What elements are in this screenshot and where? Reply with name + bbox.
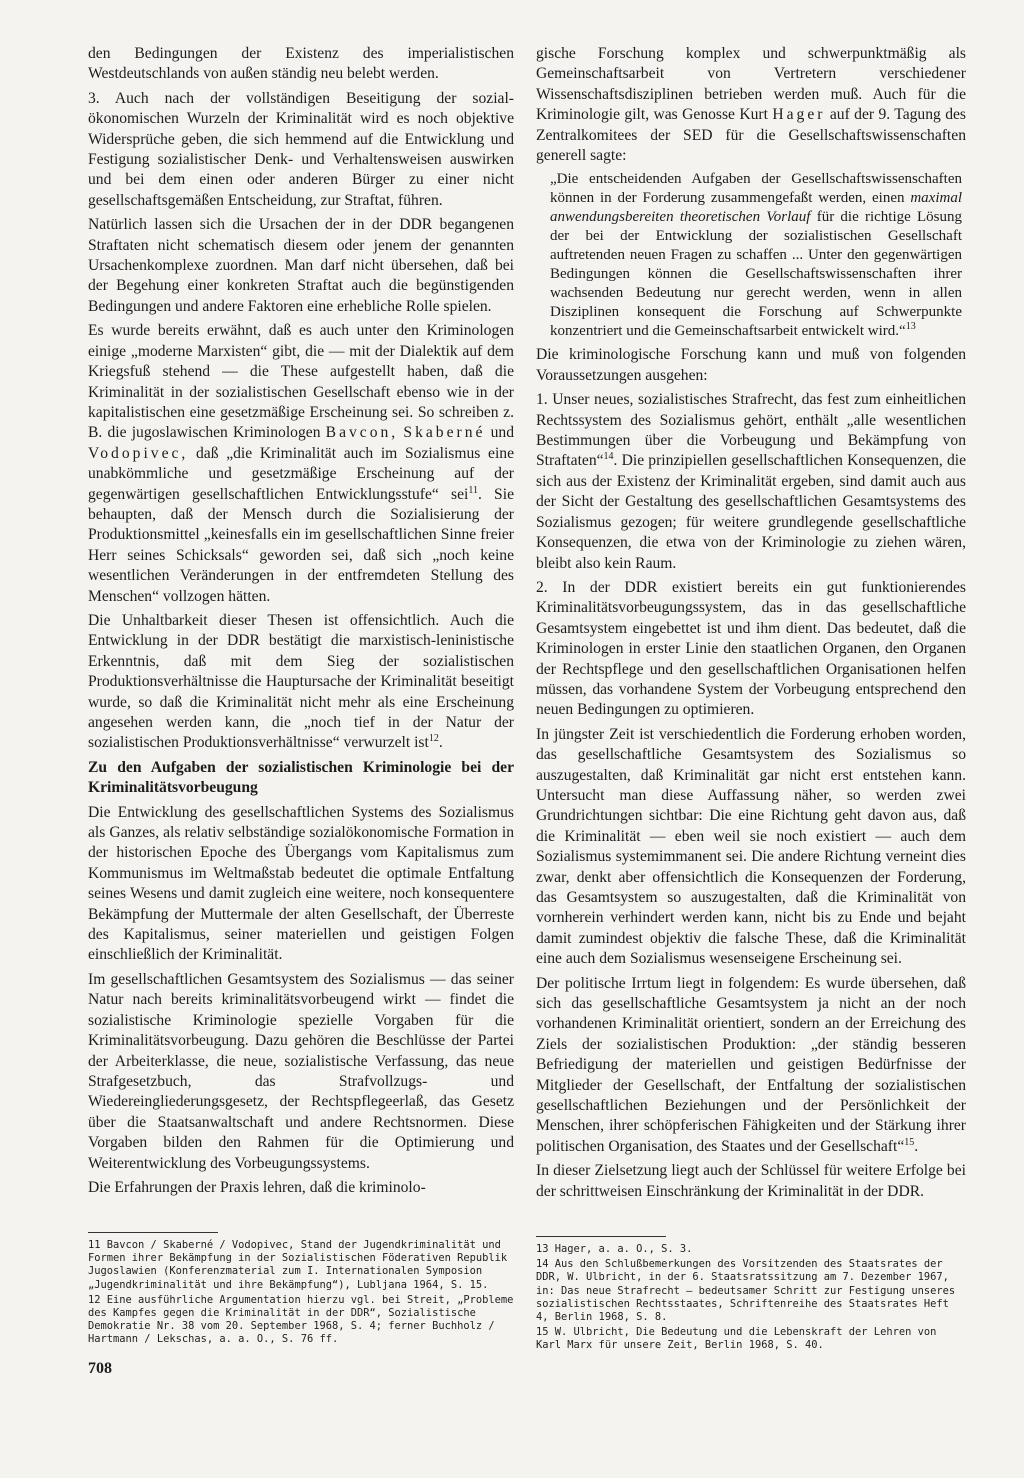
footnote-ref: 11 [468,484,478,496]
footnote: 12 Eine ausführliche Argumentation hierzu vgl. bei Streit, „Probleme des Kampfes gegen die Kriminalität in der DDR“, Sozialistische Demokratie Nr. 38 vom 20. September 1968, S. 4; ferner Buchholz / Hartmann / Lekschas, a. a. O., S. 76 ff. [88,1293,514,1346]
right-column [536,44,966,1206]
paragraph: Die kriminologische Forschung kann und muß von folgenden Voraussetzungen ausgehen: [536,346,966,384]
footnotes-right [536,1236,966,1355]
text-run: und [490,424,514,442]
text-run: gische Forschung komplex und schwerpunktmäßig als Gemeinschaftsarbeit von Vertretern verschiedener Wissenschaftsdisziplinen betrieben werden muß. Auch für die Kriminologie gilt, was Genosse Kurt [536,45,966,124]
page-number: 708 [88,1360,112,1377]
author-name: Skaberné [403,424,486,442]
text-run: . Die prinzipiellen gesellschaftlichen Konsequenzen, die sich aus der Existenz der Kriminalität ergeben, sind damit auch aus der Sicht der Gestaltung des gesellschaftlichen Gesamtsystems des Sozialismus gezogen; für weitere grundlegende gesellschaftliche Konsequenzen, die etwa von der Kriminologie zu ziehen wären, bleibt also kein Raum. [536,452,966,572]
paragraph: In jüngster Zeit ist verschiedentlich die Forderung erhoben worden, das gesellschaftliche Gesamtsystem des Sozialismus so auszugestalten, daß Kriminalität gar nicht erst entstehen kann. Untersucht man diese Auffassung näher, so werden zwei Grundrichtungen sichtbar: Die eine Richtung geht davon aus, daß die Kriminalität — eben weil sie noch existiert — auch dem Sozialismus systemimmanent sei. Die andere Richtung verneint dies zwar, denkt aber offensichtlich die Konsequenzen der Forderung, das Gesamtsystem so auszugestalten, daß die Kriminalität von vornherein verhindert werden kann, nicht bis zu Ende und bejaht damit zumindest objektiv die falsche These, daß die Kriminalität eine auch dem Sozialismus wesenseigene Erscheinung sei. [536,725,966,968]
text-run: Die Unhaltbarkeit dieser Thesen ist offensichtlich. Auch die Entwicklung in der DDR bestätigt die marxistisch-leninistische Erkenntnis, daß mit dem Sieg der sozialistischen Produktionsverhältnisse die Hauptursache der Kriminalität beseitigt wurde, so daß die Kriminalität nicht mehr als eine Erscheinung angesehen werden kann, die „noch tief in der Natur der sozialistischen Produktionsverhältnisse“ verwurzelt ist [88,611,514,752]
text-run: . Sie behaupten, daß der Mensch durch die Sozialisierung der Produktionsmittel „keinesfalls ein im gesellschaftlichen Sinne freier Herr seines Schicksals“ geworden sei, daß sich „noch keine wesentlichen Veränderungen in der entfremdeten Stellung des Menschen“ vollzogen hätten. [88,485,514,605]
paragraph [536,390,966,574]
text-run: . [438,734,443,752]
paragraph [536,974,966,1158]
footnote: 11 Bavcon / Skaberné / Vodopivec, Stand der Jugendkriminalität und Formen ihrer Bekämpfung in der Sozialistischen Föderativen Republik Jugoslawien (Konferenzmaterial zum I. Internationalen Symposion „Jugendkriminalität und ihre Bekämpfung“), Lubljana 1964, S. 15. [88,1239,508,1291]
text-run: auf der 9. Tagung des Zentralkomitees der SED für die Gesellschaftswissenschaften generell sagte: [536,106,966,165]
text-run: „Die entscheidenden Aufgaben der Gesellschaftswissenschaften können in der Forderung zusammengefaßt werden, einen [550,171,962,207]
footnote-rule [88,1232,218,1233]
text-run: daß „die Kriminalität auch im Sozialismus eine unabkömmliche und gesetzmäßige Erscheinung auf der gegenwärtigen gesellschaftlichen Entwicklungsstufe“ sei [88,444,514,503]
block-quote [550,170,962,341]
footnote: 13 Hager, a. a. O., S. 3. [536,1243,693,1255]
footnote-rule [536,1236,666,1237]
paragraph [536,44,966,166]
paragraph: 2. In der DDR existiert bereits ein gut funktionierendes Kriminalitätsvorbeugungssystem, das in das gesellschaftliche Gesamtsystem eingebettet ist und ihm dient. Das bedeutet, daß die Kriminologen in erster Linie den staatlichen Organen, den Organen der Rechtspflege und den gesellschaftlichen Organisationen helfen müssen, das vorhandene System der Vorbeugung entsprechend den neuen Bedingungen zu optimieren. [536,578,966,719]
section-heading: Zu den Aufgaben der sozialistischen Kriminologie bei der Kriminalitätsvorbeugung [88,758,514,797]
footnote-ref: 12 [428,733,439,745]
text-run: Der politische Irrtum liegt in folgendem: Es wurde übersehen, daß sich das gesellschaftliche Gesamtsystem ja nicht an der noch vorhandenen Kriminalität orientiert, sondern an der Erreichung des Ziels der sozialistischen Produktion: „der ständig besseren Befriedigung der materiellen und geistigen Bedürfnisse der Mitglieder der Gesellschaft, der Entfaltung der sozialistischen gesellschaftlichen Beziehungen und der Persönlichkeit der Menschen, ihrer schöpferischen Fähigkeiten und der Stärkung ihrer politischen Organisation, des Staates und der Gesellschaft“ [536,974,966,1155]
author-name: Hager [772,106,826,124]
paragraph: Die Erfahrungen der Praxis lehren, daß die kriminolo- [88,1178,426,1196]
author-name: Vodopivec, [88,444,189,462]
text-run: Es wurde bereits erwähnt, daß es auch unter den Kriminologen einige „moderne Marxisten“ gibt, die — mit der Dialektik auf dem Kriegsfuß stehend — die These aufgestellt haben, daß die Kriminalität in der sozialistischen Gesellschaft ebenso wie in der kapitalistischen eine gesetzmäßige Erscheinung sei. So schreiben z. B. die jugoslawischen Kriminologen [88,322,514,442]
footnote-ref: 14 [603,451,614,463]
footnote-ref: 15 [904,1136,915,1148]
footnote: 15 W. Ulbricht, Die Bedeutung und die Lebenskraft der Lehren von Karl Marx für unsere Zeit, Berlin 1968, S. 40. [536,1326,937,1352]
paragraph [88,611,514,754]
footnotes-left [88,1232,514,1349]
paragraph: den Bedingungen der Existenz des imperialistischen Westdeutschlands von außen ständig neu belebt werden. [88,45,514,83]
paragraph: Im gesellschaftlichen Gesamtsystem des Sozialismus — das seiner Natur nach bereits kriminalitätsvorbeugend wirkt — findet die sozialistische Kriminologie spezielle Vorgaben für die Kriminalitätsvorbeugung. Dazu gehören die Beschlüsse der Partei der Arbeiterklasse, die neue, sozialistische Verfassung, das neue Strafgesetzbuch, das Strafvollzugs- und Wiedereingliederungsgesetz, der Rechtspflegeerlaß, das Gesetz über die Staatsanwaltschaft und andere Rechtsnormen. Diese Vorgaben bilden den Rahmen für die Optimierung und Weiterentwicklung des Vorbeugungssystems. [88,970,514,1172]
paragraph: 3. Auch nach der vollständigen Beseitigung der sozial-ökonomischen Wurzeln der Kriminalität wird es noch objektive Widersprüche geben, die sich hemmend auf die Entwicklung und Festigung sozialistischer Denk- und Verhaltensweisen auswirken und bei dem einen oder anderen Bürger zu einer nicht gesellschaftsgemäßen Entscheidung, zur Straftat, führen. [88,89,514,209]
text-run: 1. Unser neues, sozialistisches Strafrecht, das fest zum einheitlichen Rechtssystem des Sozialismus gehört, enthält „alle wesentlichen Bestimmungen über die Vorbeugung und Bekämpfung von Straftaten“ [536,391,966,470]
author-name: Bavcon, [325,424,399,442]
left-column [88,44,514,1202]
text-run: für die richtige Lösung der bei der Entwicklung der sozialistischen Gesellschaft auftretenden neuen Fragen zu schaffen ... Unter den gegenwärtigen Bedingungen können die Gesellschaftswissenschaften ihrer wachsenden Bedeutung nur gerecht werden, wenn in allen Disziplinen konsequent die Forschung auf Schwerpunkte konzentriert und die Gemeinschaftsarbeit entwickelt wird.“ [550,209,963,340]
text-run: . [914,1137,919,1155]
emphasis: maximal anwendungsbereiten theoretischen Vorlauf [550,190,963,226]
paragraph: Die Entwicklung des gesellschaftlichen Systems des Sozialismus als Ganzes, als relativ selbständige sozialökonomische Formation in der historischen Epoche des Übergangs vom Kapitalismus zum Kommunismus im Weltmaßstab bedeutet die optimale Entfaltung seines Wesens und damit zugleich eine weitere, noch konsequentere Bekämpfung der Muttermale der alten Gesellschaft, der Überreste des Kapitalismus, seiner materiellen und geistigen Folgen einschließlich der Kriminalität. [88,803,514,964]
footnote: 14 Aus den Schlußbemerkungen des Vorsitzenden des Staatsrates der DDR, W. Ulbricht, in der 6. Staatsratssitzung am 7. Dezember 1967, in: Das neue Strafrecht — bedeutsamer Schritt zur Festigung unseres sozialistischen Rechtsstaates, Schriftenreihe des Staatsrates Heft 4, Berlin 1968, S. 8. [536,1258,956,1324]
footnote-ref: 13 [905,321,916,333]
paragraph [88,321,514,607]
paragraph: In dieser Zielsetzung liegt auch der Schlüssel für weitere Erfolge bei der schrittweisen Einschränkung der Kriminalität in der DDR. [536,1162,966,1200]
paragraph: Natürlich lassen sich die Ursachen der in der DDR begangenen Straftaten nicht schematisch diesem oder jenem der genannten Ursachenkomplexe zuordnen. Man darf nicht übersehen, daß bei der Begehung einer konkreten Straftat auch die begünstigenden Bedingungen und andere Faktoren eine erhebliche Rolle spielen. [88,216,514,315]
